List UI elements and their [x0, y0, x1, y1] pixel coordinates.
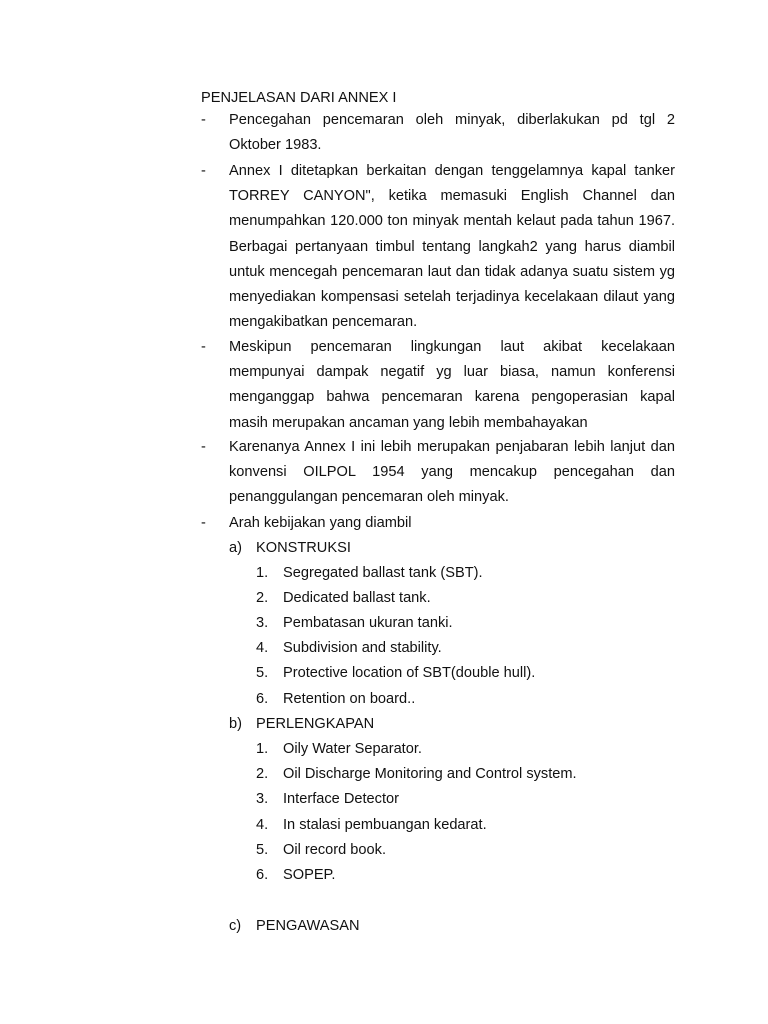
item-text: Dedicated ballast tank. — [283, 590, 431, 606]
section-letter: c) — [229, 918, 242, 934]
bullet-text: Meskipun pencemaran lingkungan laut akibat kecelakaan mempunyai dampak negatif yg luar biasa, namun konferensi menganggap bahwa pencemaran karena pengoperasian kapal masih merupakan ancaman yang lebih membahayakan — [229, 339, 675, 431]
bullet-marker: - — [201, 112, 206, 128]
item-number: 5. — [256, 665, 269, 681]
bullet-item — [201, 511, 675, 536]
item-number: 2. — [256, 766, 269, 782]
item-text: Subdivision and stability. — [283, 640, 442, 656]
item-number: 4. — [256, 817, 269, 833]
bullet-text: Karenanya Annex I ini lebih merupakan penjabaran lebih lanjut dan konvensi OILPOL 1954 yang mencakup pencegahan dan penanggulangan pencemaran oleh minyak. — [229, 439, 675, 506]
item-number: 6. — [256, 867, 269, 883]
section-title: PERLENGKAPAN — [256, 716, 375, 732]
bullet-text: Annex I ditetapkan berkaitan dengan tenggelamnya kapal tanker TORREY CANYON", ketika memasuki English Channel dan menumpahkan 120.000 ton minyak mentah kelaut pada tahun 1967. Berbagai pertanyaan timbul tentang langkah2 yang harus diambil untuk mencegah pencemaran laut dan tidak adanya suatu sistem yg menyediakan kompensasi setelah terjadinya kecelakaan dilaut yang mengakibatkan pencemaran. — [229, 163, 675, 331]
item-text: Interface Detector — [283, 791, 399, 807]
bullet-item — [201, 335, 675, 436]
item-number: 6. — [256, 691, 269, 707]
item-text: In stalasi pembuangan kedarat. — [283, 817, 487, 833]
item-number: 1. — [256, 741, 269, 757]
bullet-marker: - — [201, 163, 206, 179]
bullet-text: Arah kebijakan yang diambil — [229, 515, 412, 531]
document-heading: PENJELASAN DARI ANNEX I — [201, 90, 397, 106]
item-text: SOPEP. — [283, 867, 336, 883]
bullet-item — [201, 108, 675, 158]
bullet-marker: - — [201, 515, 206, 531]
bullet-text: Pencegahan pencemaran oleh minyak, diberlakukan pd tgl 2 Oktober 1983. — [229, 112, 675, 154]
section-letter: a) — [229, 540, 242, 556]
item-text: Oily Water Separator. — [283, 741, 422, 757]
bullet-item — [201, 435, 675, 511]
item-number: 4. — [256, 640, 269, 656]
item-number: 5. — [256, 842, 269, 858]
item-text: Retention on board.. — [283, 691, 416, 707]
bullet-marker: - — [201, 339, 206, 355]
item-number: 2. — [256, 590, 269, 606]
item-number: 3. — [256, 791, 269, 807]
bullet-item — [201, 159, 675, 335]
bullet-marker: - — [201, 439, 206, 455]
section-title: KONSTRUKSI — [256, 540, 351, 556]
item-text: Oil record book. — [283, 842, 387, 858]
item-text: Pembatasan ukuran tanki. — [283, 615, 453, 631]
section-letter: b) — [229, 716, 242, 732]
item-text: Protective location of SBT(double hull). — [283, 665, 536, 681]
item-text: Oil Discharge Monitoring and Control system. — [283, 766, 577, 782]
item-number: 1. — [256, 565, 269, 581]
item-number: 3. — [256, 615, 269, 631]
section-title: PENGAWASAN — [256, 918, 360, 934]
item-text: Segregated ballast tank (SBT). — [283, 565, 483, 581]
